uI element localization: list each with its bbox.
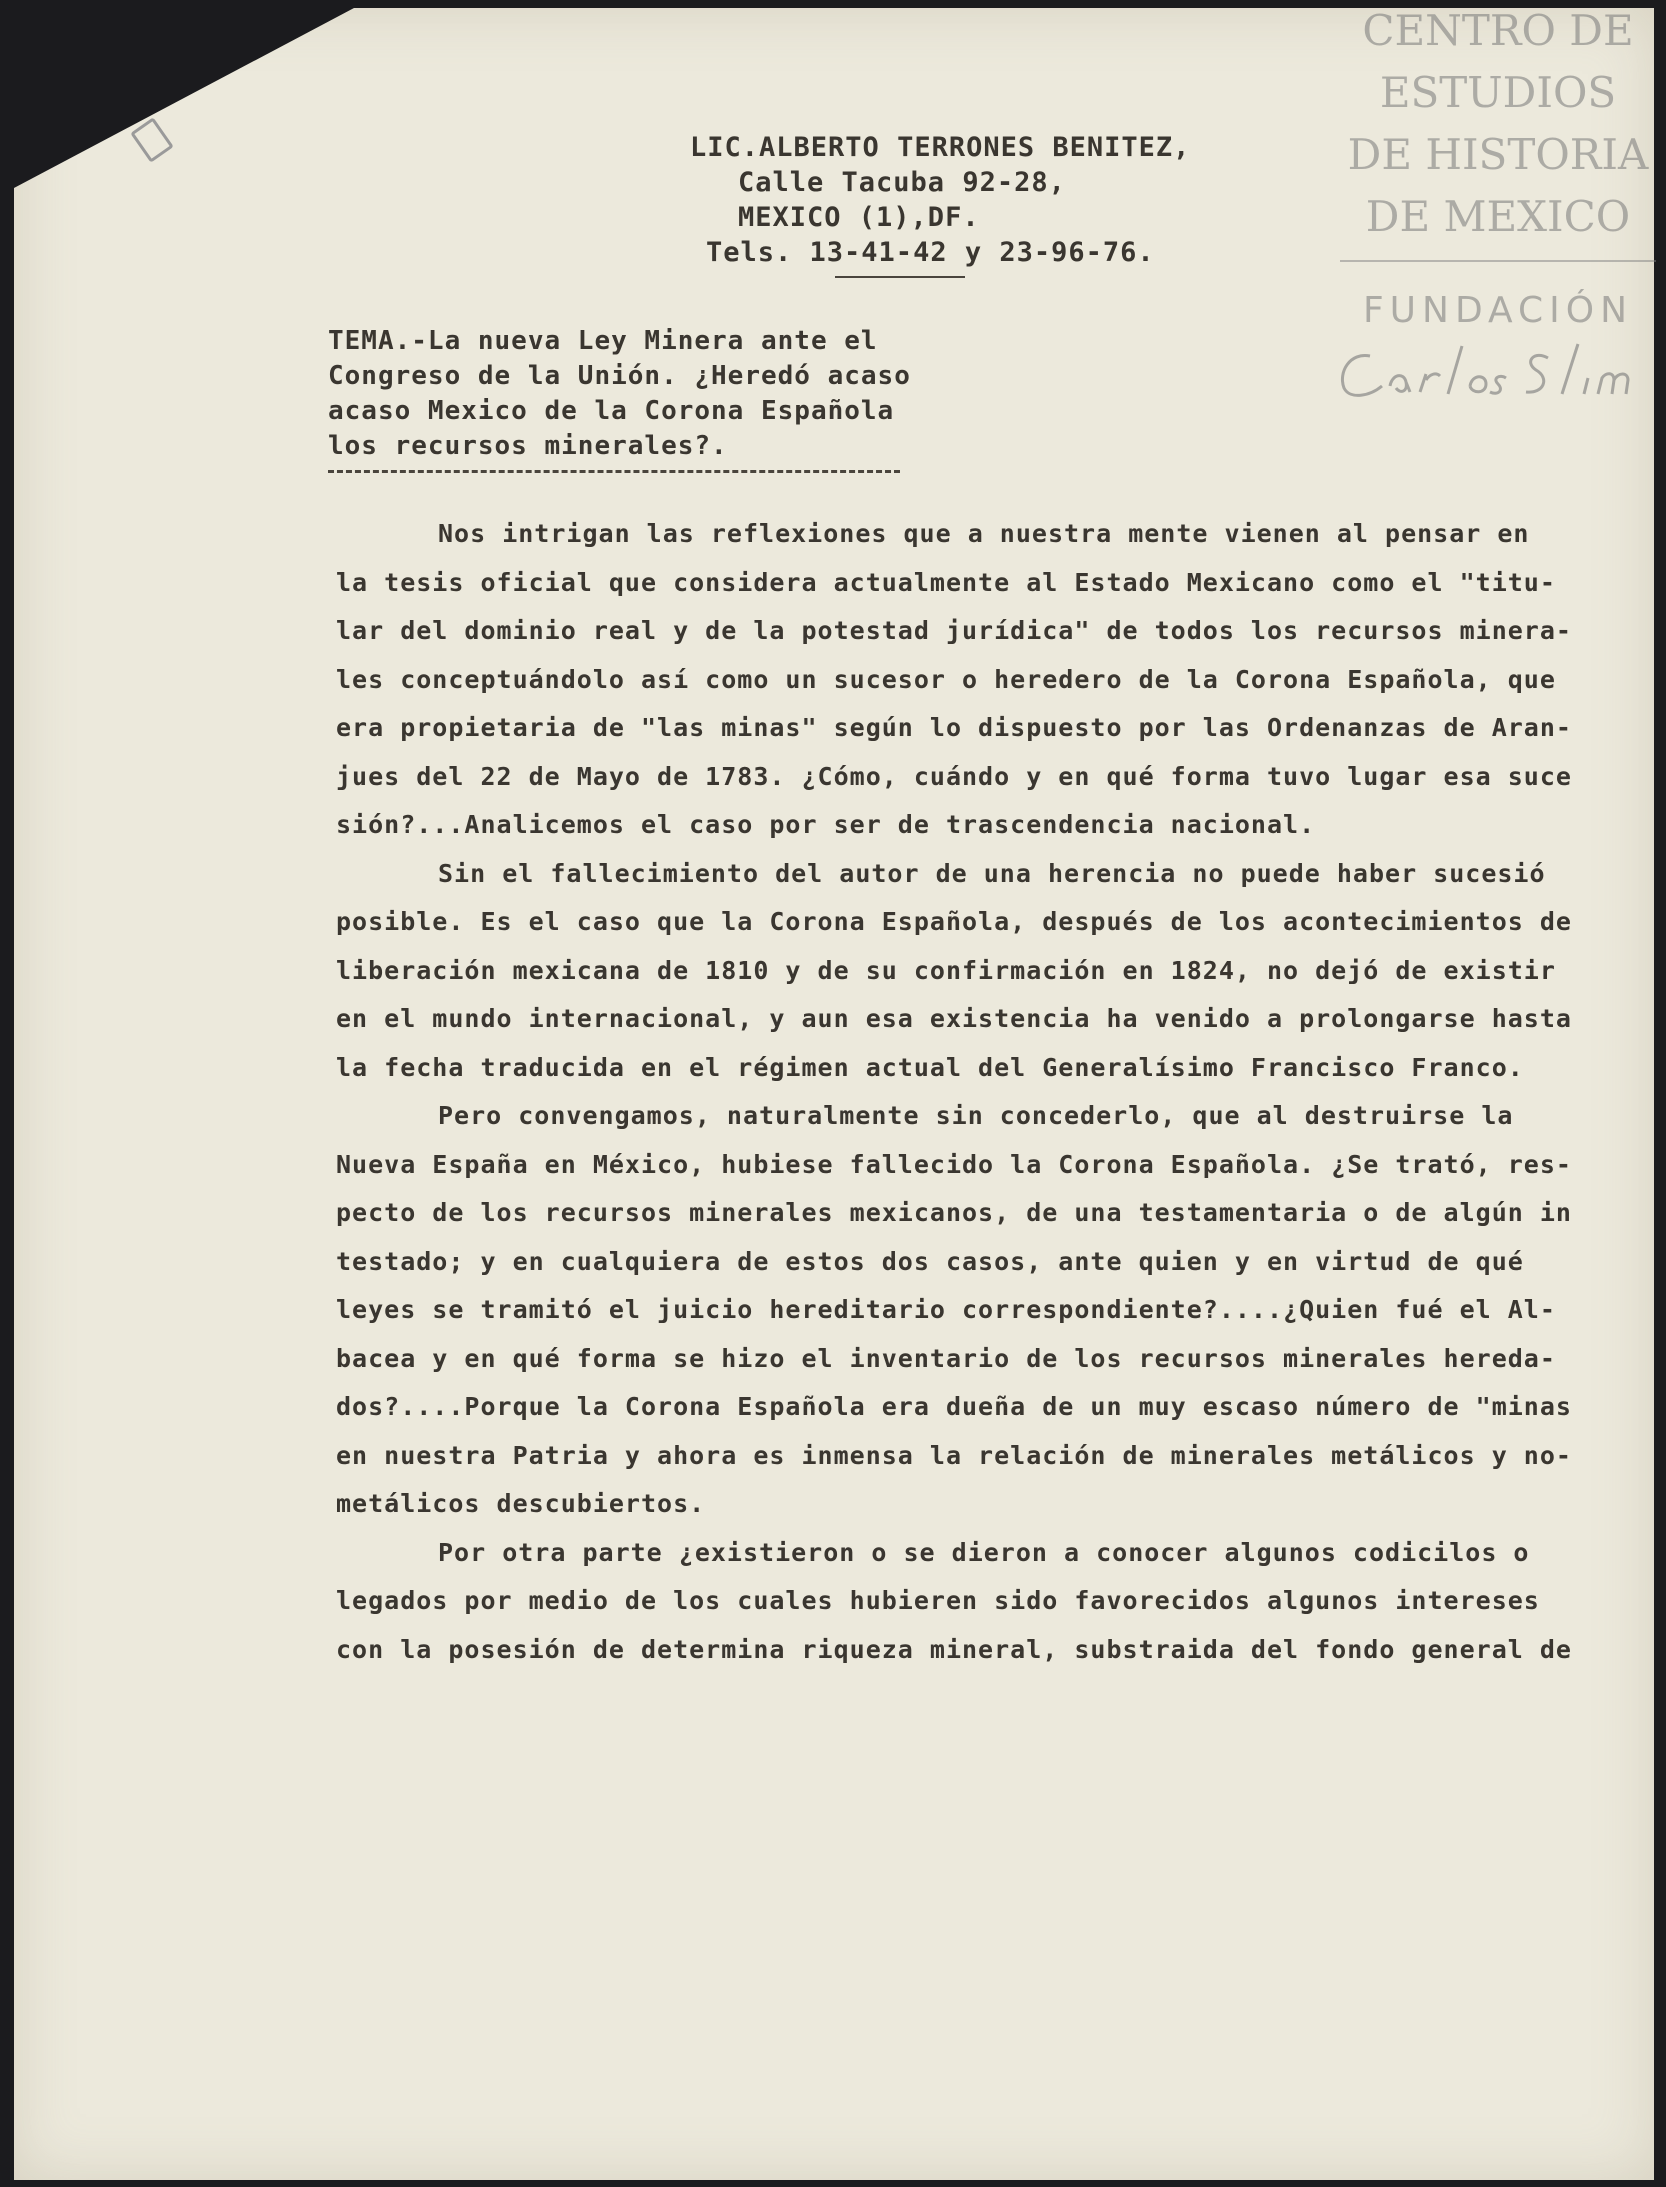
archive-watermark (1330, 0, 1666, 410)
watermark-line: ESTUDIOS (1379, 68, 1617, 117)
watermark-divider (1340, 260, 1656, 262)
letterhead-city: MEXICO (1),DF. (738, 202, 980, 233)
subject-line: TEMA.-La nueva Ley Minera ante el (328, 326, 878, 356)
letterhead (690, 130, 1250, 270)
text-line: testado; y en cualquiera de estos dos casos, ante quien y en virtud de qué (336, 1246, 1524, 1276)
letter-body (336, 510, 1602, 1674)
text-line: la fecha traducida en el régimen actual del Generalísimo Francisco Franco. (336, 1052, 1524, 1082)
letterhead-phones: Tels. 13-41-42 y 23-96-76. (706, 237, 1155, 268)
letterhead-street: Calle Tacuba 92-28, (738, 167, 1066, 198)
text-line: Por otra parte ¿existieron o se dieron a conocer algunos codicilos o (438, 1537, 1530, 1567)
text-line: era propietaria de "las minas" según lo dispuesto por las Ordenanzas de Aran- (336, 713, 1572, 742)
subject-line: acaso Mexico de la Corona Española (328, 396, 895, 426)
letterhead-name: LIC.ALBERTO TERRONES BENITEZ, (690, 132, 1191, 163)
text-line: dos?....Porque la Corona Española era dueña de un muy escaso número de "minas (336, 1392, 1572, 1421)
text-line: la tesis oficial que considera actualmente al Estado Mexicano como el "titu- (336, 567, 1556, 597)
text-line: bacea y en qué forma se hizo el inventario de los recursos minerales hereda- (336, 1343, 1556, 1373)
text-line: Sin el fallecimiento del autor de una herencia no puede haber sucesió (438, 858, 1546, 888)
carlos-slim-signature-logo (1330, 336, 1650, 410)
text-line: lar del dominio real y de la potestad jurídica" de todos los recursos minera- (336, 616, 1572, 645)
paragraph-1 (336, 510, 1602, 850)
watermark-foundation: FUNDACIÓN (1362, 290, 1634, 331)
text-line: posible. Es el caso que la Corona Española, después de los acontecimientos de (336, 907, 1572, 936)
text-line: Pero convengamos, naturalmente sin concederlo, que al destruirse la (438, 1101, 1514, 1130)
watermark-line: DE HISTORIA (1347, 130, 1649, 179)
text-line: les conceptuándolo así como un sucesor o heredero de la Corona Española, que (336, 664, 1556, 694)
text-line: metálicos descubiertos. (336, 1489, 706, 1518)
watermark-line: DE MEXICO (1365, 192, 1631, 241)
text-line: legados por medio de los cuales hubieren sido favorecidos algunos intereses (336, 1586, 1540, 1615)
text-line: sión?...Analicemos el caso por ser de trascendencia nacional. (336, 810, 1316, 839)
text-line: Nos intrigan las reflexiones que a nuestra mente vienen al pensar en (438, 519, 1530, 548)
subject-underline (328, 470, 900, 473)
text-line: pecto de los recursos minerales mexicanos, de una testamentaria o de algún in (336, 1198, 1572, 1227)
text-line: con la posesión de determina riqueza mineral, substraida del fondo general de (336, 1634, 1572, 1664)
text-line: en el mundo internacional, y aun esa existencia ha venido a prolongarse hasta (336, 1004, 1572, 1033)
watermark-line: CENTRO DE (1362, 6, 1634, 55)
text-line: liberación mexicana de 1810 y de su confirmación en 1824, no dejó de existir (336, 955, 1556, 985)
paragraph-3 (336, 1092, 1602, 1529)
letterhead-underline (835, 276, 965, 278)
paragraph-2 (336, 850, 1602, 1093)
text-line: jues del 22 de Mayo de 1783. ¿Cómo, cuándo y en qué forma tuvo lugar esa suce (336, 761, 1572, 791)
subject-block (328, 324, 938, 464)
subject-line: Congreso de la Unión. ¿Heredó acaso (328, 361, 911, 391)
text-line: leyes se tramitó el juicio hereditario correspondiente?....¿Quien fué el Al- (336, 1295, 1556, 1324)
paragraph-4 (336, 1529, 1602, 1675)
subject-line: los recursos minerales?. (328, 431, 728, 461)
text-line: Nueva España en México, hubiese fallecido la Corona Española. ¿Se trató, res- (336, 1149, 1572, 1179)
text-line: en nuestra Patria y ahora es inmensa la relación de minerales metálicos y no- (336, 1440, 1572, 1470)
